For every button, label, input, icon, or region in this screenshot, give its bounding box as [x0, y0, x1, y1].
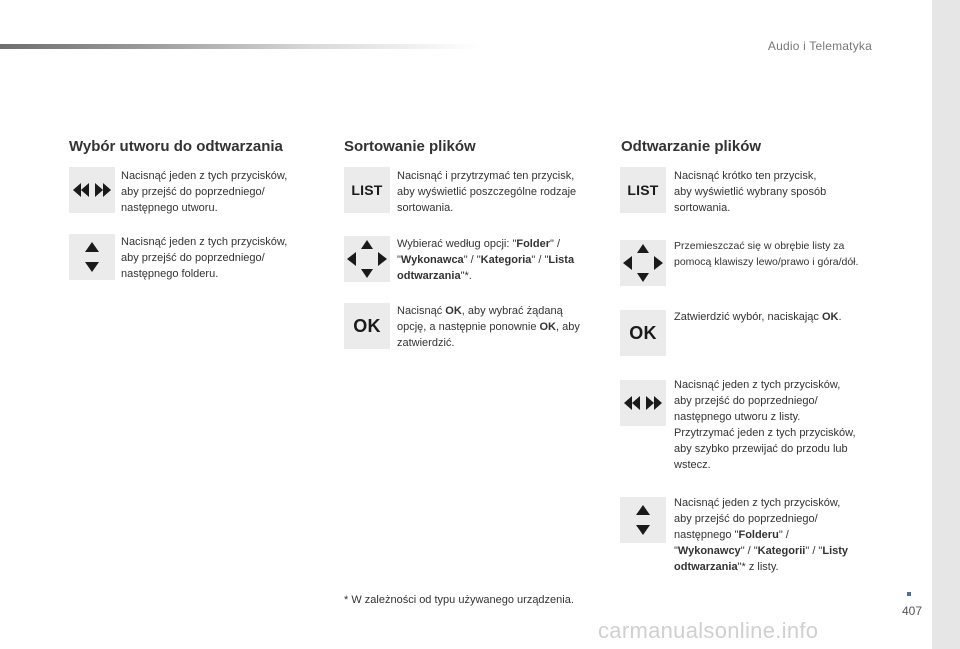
- text-line: sortowania.: [674, 202, 731, 214]
- text-line: Nacisnąć jeden z tych przycisków,: [674, 379, 841, 391]
- playback-folder-description: [674, 495, 889, 575]
- text-line: aby przejść do poprzedniego/: [121, 252, 265, 264]
- text-line: aby wyświetlić poszczególne rodzaje: [397, 186, 577, 198]
- text-line: aby szybko przewijać do przodu lub: [674, 443, 848, 455]
- four-way-arrows-icon: [620, 240, 666, 286]
- list-label: LIST: [627, 182, 659, 198]
- playback-confirm-description: [674, 309, 894, 325]
- up-down-arrows-icon: [69, 234, 115, 280]
- text-line: wstecz.: [674, 459, 711, 471]
- footnote: * W zależności od typu używanego urządzenia.: [344, 594, 574, 606]
- text-line: Nacisnąć jeden z tych przycisków,: [674, 497, 841, 509]
- four-way-arrows-icon: [344, 236, 390, 282]
- text-line: Nacisnąć i przytrzymać ten przycisk,: [397, 170, 575, 182]
- watermark: carmanualsonline.info: [598, 618, 819, 643]
- text-line: "Wykonawcy" / "Kategorii" / "Listy: [674, 545, 849, 557]
- prev-next-arrows-icon: [620, 380, 666, 426]
- list-label: LIST: [351, 182, 383, 198]
- prev-next-arrows-icon: [69, 167, 115, 213]
- playback-list-description: [674, 168, 874, 216]
- text-line: Nacisnąć krótko ten przycisk,: [674, 170, 817, 182]
- text-line: następnego "Folderu" /: [674, 529, 789, 541]
- text-line: aby przejść do poprzedniego/: [674, 395, 818, 407]
- playback-track-description: [674, 377, 889, 473]
- sort-options-description: [397, 236, 597, 284]
- ok-button-icon: [344, 303, 390, 349]
- text-line: zatwierdzić.: [397, 337, 455, 349]
- section-title: Audio i Telematyka: [767, 39, 872, 53]
- column-title-track-selection: Wybór utworu do odtwarzania: [69, 138, 283, 155]
- text-line: Przemieszczać się w obrębie listy za: [674, 240, 845, 252]
- ok-button-icon: [620, 310, 666, 356]
- text-line: Nacisnąć jeden z tych przycisków,: [121, 236, 288, 248]
- text-line: sortowania.: [397, 202, 454, 214]
- text-line: "Wykonawca" / "Kategoria" / "Lista: [397, 254, 575, 266]
- text-line: następnego utworu.: [121, 202, 218, 214]
- page-number: 407: [902, 604, 923, 618]
- header-gradient-bar: [0, 44, 480, 49]
- text-line: Wybierać według opcji: "Folder" /: [397, 238, 561, 250]
- list-button-icon: [344, 167, 390, 213]
- list-button-icon: [620, 167, 666, 213]
- page-edge-strip: [932, 0, 960, 649]
- folder-select-description: [121, 234, 321, 282]
- text-line: Nacisnąć OK, aby wybrać żądaną: [397, 305, 563, 317]
- text-line: następnego folderu.: [121, 268, 219, 280]
- sort-confirm-description: [397, 303, 597, 351]
- corner-mark: [907, 592, 911, 596]
- column-title-sorting: Sortowanie plików: [344, 138, 476, 155]
- text-line: następnego utworu z listy.: [674, 411, 801, 423]
- text-line: Nacisnąć jeden z tych przycisków,: [121, 170, 288, 182]
- text-line: aby przejść do poprzedniego/: [121, 186, 265, 198]
- text-line: aby wyświetlić wybrany sposób: [674, 186, 827, 198]
- sort-list-description: [397, 168, 597, 216]
- up-down-arrows-icon: [620, 497, 666, 543]
- text-line: odtwarzania"*.: [397, 270, 472, 282]
- text-line: Przytrzymać jeden z tych przycisków,: [674, 427, 856, 439]
- ok-label: OK: [353, 315, 381, 336]
- text-line: pomocą klawiszy lewo/prawo i góra/dół.: [674, 256, 859, 268]
- text-line: aby przejść do poprzedniego/: [674, 513, 818, 525]
- column-title-playback: Odtwarzanie plików: [621, 138, 762, 155]
- text-line: Zatwierdzić wybór, naciskając OK.: [674, 311, 842, 323]
- ok-label: OK: [629, 322, 657, 343]
- text-line: opcję, a następnie ponownie OK, aby: [397, 321, 580, 333]
- playback-navigate-description: [674, 238, 884, 270]
- track-select-description: [121, 168, 321, 216]
- text-line: odtwarzania"* z listy.: [674, 561, 779, 573]
